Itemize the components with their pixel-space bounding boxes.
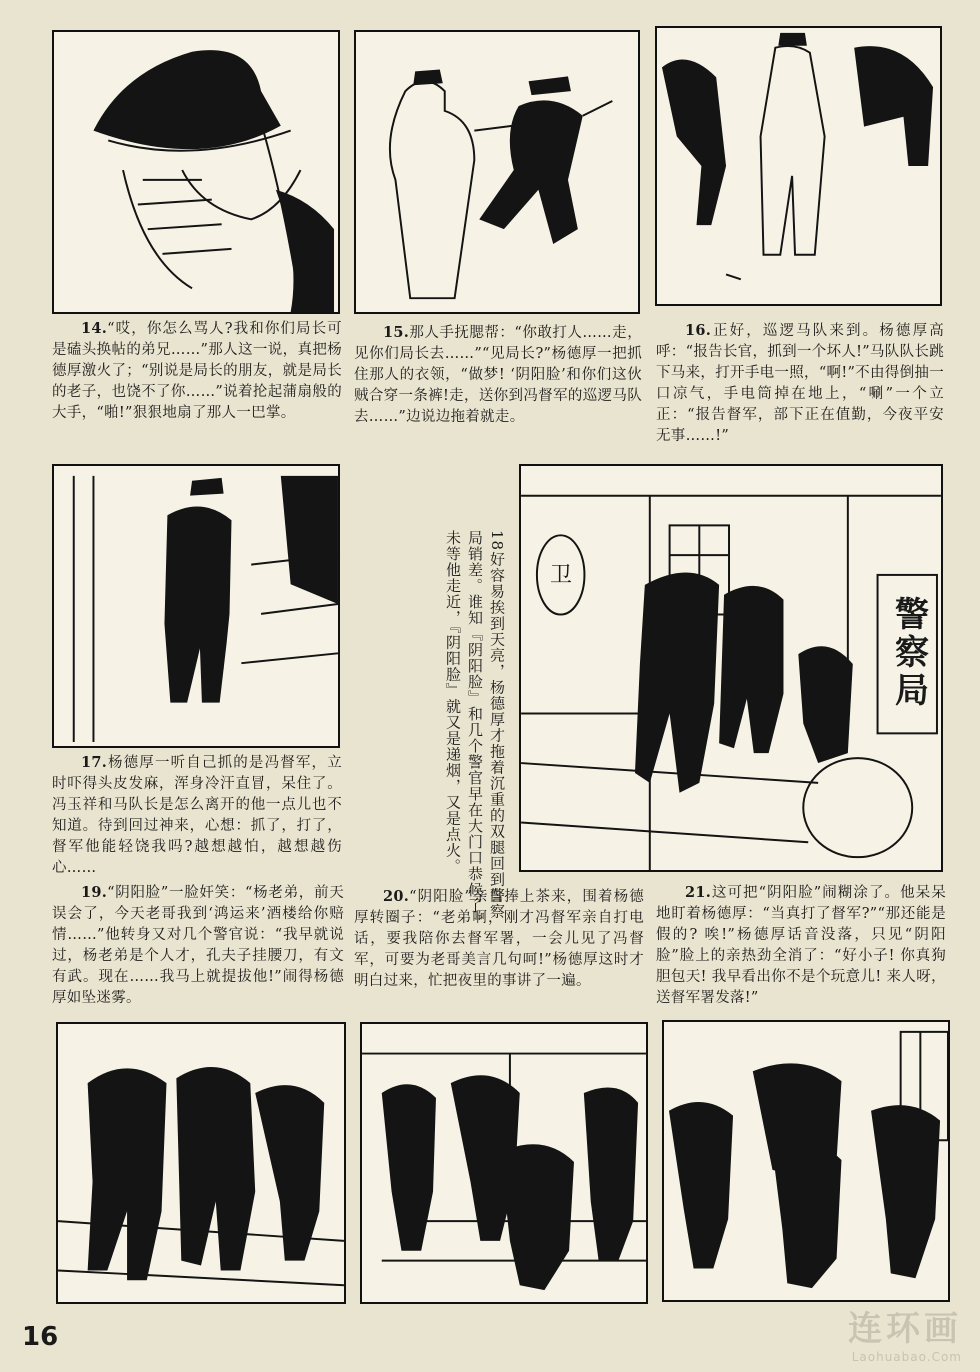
page-number: 16 xyxy=(22,1322,59,1352)
watermark xyxy=(848,1301,962,1364)
officers-seizing-man-illustration xyxy=(664,1022,948,1300)
caption-text: 杨德厚一听自己抓的是冯督军，立时吓得头皮发麻，浑身冷汗直冒，呆住了。冯玉祥和马队长是怎么离开的他一点儿也不知道。待到回过神来，心想：抓了，打了，督军他能轻饶我吗?越想越怕，越想越伤心…… xyxy=(52,755,342,876)
caption-number: 19. xyxy=(81,884,108,901)
caption-text: 好容易挨到天亮，杨德厚才拖着沉重的双腿回到警察局销差。谁知『阴阳脸』和几个警官早在大门口恭候了。未等他走近，『阴阳脸』就又是递烟，又是点火。 xyxy=(444,530,506,930)
panel-15-illustration xyxy=(354,30,640,314)
police-station-sign-text: 警察局 xyxy=(888,596,929,710)
caption-17 xyxy=(52,752,342,879)
officers-circling-in-hall-illustration xyxy=(362,1024,646,1302)
caption-text: “阴阳脸”亲自捧上茶来，围着杨德厚转圈子：“老弟啊，刚才冯督军亲自打电话，要我陪你去督军署，一会儿见了冯督军，可要为老哥美言几句呵!”杨德厚这时才明白过来，忙把夜里的事讲了一遍。 xyxy=(354,889,644,989)
caption-number: 16. xyxy=(685,322,712,339)
caption-text: 正好，巡逻马队来到。杨德厚高呼：“报告长官，抓到一个坏人!”马队队长跳下马来，打开手电一照，“啊!”不由得倒抽一口凉气，手电筒掉在地上，“唰”一个立正：“报告督军，部下正在值勤，今夜平安无事……!” xyxy=(656,323,944,444)
door-plaque xyxy=(543,556,579,596)
caption-number: 15. xyxy=(383,324,410,341)
caption-20 xyxy=(354,886,644,992)
caption-21 xyxy=(656,882,946,1009)
door-plaque-text: 卫 xyxy=(549,563,572,588)
policeman-dragging-man-illustration xyxy=(356,32,638,312)
caption-text: “阴阳脸”一脸奸笑：“杨老弟，前天误会了，今天老哥我到‘鸿运来’酒楼给你赔情……”他转身又对几个警官说：“我早就说过，杨老弟是个人才，孔夫子挂腰刀，有文有武。现在……我马上就提拔他!”闹得杨德厚如坠迷雾。 xyxy=(52,885,344,1006)
caption-16 xyxy=(656,320,944,447)
horse-patrol-officer-saluting-illustration xyxy=(657,28,940,304)
watermark-brand: 连环画 xyxy=(848,1309,962,1349)
panel-18-illustration xyxy=(519,464,943,872)
panel-17-illustration xyxy=(52,464,340,748)
caption-number: 21. xyxy=(685,884,712,901)
caption-number: 20. xyxy=(383,888,410,905)
watermark-site: Laohuabao.Com xyxy=(851,1350,962,1364)
caption-15 xyxy=(354,322,642,428)
panel-19-illustration xyxy=(56,1022,346,1304)
caption-number: 17. xyxy=(81,754,108,771)
police-station-sign xyxy=(881,578,937,728)
policeman-standing-street-illustration xyxy=(54,466,338,746)
caption-number: 14. xyxy=(81,320,108,337)
man-covering-face-illustration xyxy=(54,32,338,312)
caption-14 xyxy=(52,318,342,424)
caption-text: 这可把“阴阳脸”闹糊涂了。他呆呆地盯着杨德厚：“当真打了督军?”“那还能是假的? 唉!”杨德厚话音没落，只见“阴阳脸”脸上的亲热劲全消了：“好小子! 你真狗胆包天! 我早看出你不是个玩意儿! 来人呀，送督军署发落!” xyxy=(656,885,946,1006)
panel-20-illustration xyxy=(360,1022,648,1304)
caption-text: “哎，你怎么骂人?我和你们局长可是磕头换帖的弟兄……”那人这一说，真把杨德厚激火了；“别说是局长的朋友，就是局长的老子，也饶不了你……”说着抡起蒲扇般的大手，“啪!”狠狠地扇了那人一巴掌。 xyxy=(52,321,342,421)
police-station-gate-illustration xyxy=(521,466,941,870)
panel-21-illustration xyxy=(662,1020,950,1302)
caption-number: 18 xyxy=(488,530,506,552)
caption-text: 那人手抚腮帮：“你敢打人……走，见你们局长去……”“见局长?”杨德厚一把抓住那人的衣领，“做梦! ‘阴阳脸’和你们这伙贼合穿一条裤!走，送你到冯督军的巡逻马队去……”边说边拖着就走。 xyxy=(354,325,642,425)
caption-18 xyxy=(398,530,508,930)
caption-19 xyxy=(52,882,344,1009)
panel-14-illustration xyxy=(52,30,340,314)
officers-group-walking-illustration xyxy=(58,1024,344,1302)
panel-16-illustration xyxy=(655,26,942,306)
